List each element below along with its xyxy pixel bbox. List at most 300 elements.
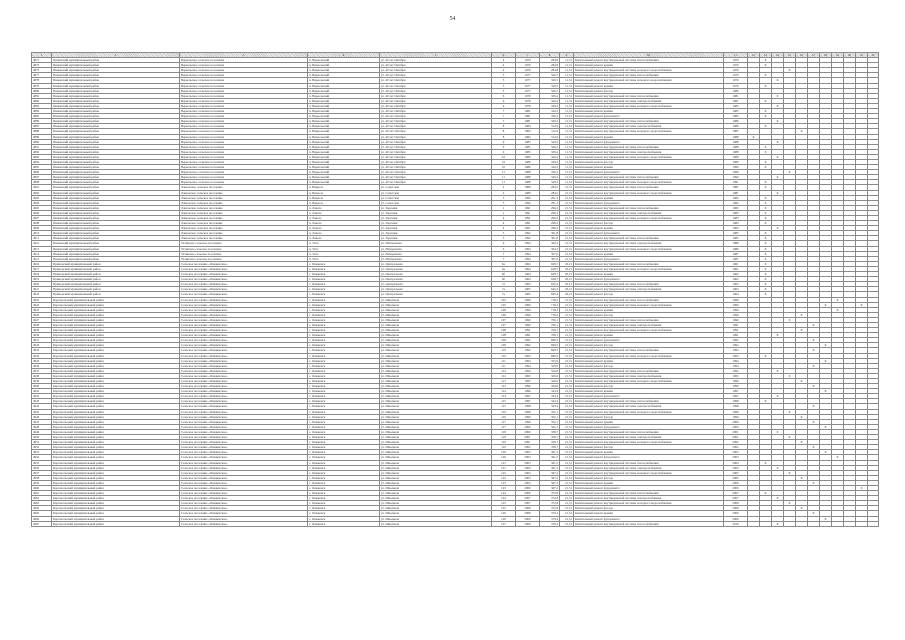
table-cell: ул. Школьная: [380, 440, 492, 445]
table-cell: Сельское поселение «Ошевенское»: [180, 440, 308, 445]
table-cell: 1985: [516, 144, 540, 149]
table-cell: 106: [492, 307, 516, 312]
table-cell: 7а: [492, 287, 516, 292]
x-mark-cell: X: [760, 180, 772, 185]
table-cell: Сельское поселение «Ошевенское»: [180, 389, 308, 394]
table-cell: 8: [492, 124, 516, 129]
table-cell: ул. Школьная: [380, 429, 492, 434]
table-cell: с. Ошевенск: [308, 287, 380, 292]
table-cell: 105: [492, 302, 516, 307]
table-cell: Пинежский муниципальный район: [52, 103, 180, 108]
table-cell: 1990: [516, 322, 540, 327]
table-cell: 11,31: [560, 134, 574, 139]
table-cell: 4952: [32, 445, 52, 450]
table-cell: 7: [492, 109, 516, 114]
table-cell: 1979: [724, 83, 748, 88]
table-cell: Каргопольский муниципальный район: [52, 379, 180, 384]
table-cell: 4954: [32, 455, 52, 460]
table-cell: 11,31: [560, 93, 574, 98]
table-cell: Пинежский муниципальный район: [52, 210, 180, 215]
table-cell: 4883: [32, 103, 52, 108]
table-cell: с. Ошевенск: [308, 414, 380, 419]
table-cell: ул. Школьная: [380, 343, 492, 348]
table-cell: 110: [492, 348, 516, 353]
table-cell: ул. Школьная: [380, 353, 492, 358]
table-cell: 2004: [724, 465, 748, 470]
table-cell: Капитальный ремонт внутридомовой системы холодного водоснабжения: [574, 103, 724, 108]
table-cell: Пинежский муниципальный район: [52, 231, 180, 236]
table-cell: Приморский муниципальный район: [52, 292, 180, 297]
table-cell: ул. 40 лет Октября: [380, 180, 492, 185]
table-cell: 304,3: [540, 241, 560, 246]
table-cell: Каргопольский муниципальный район: [52, 384, 180, 389]
table-cell: 7: [492, 251, 516, 256]
table-cell: 1993: [516, 241, 540, 246]
table-cell: 123: [492, 480, 516, 485]
table-cell: 1986: [724, 241, 748, 246]
table-cell: Капитальный ремонт внутридомовой системы теплоснабжения: [574, 491, 724, 496]
table-cell: 1995: [724, 373, 748, 378]
table-cell: Капитальный ремонт внутридомовой системы электроснабжения: [574, 435, 724, 440]
table-cell: ул. 40 лет Октября: [380, 159, 492, 164]
table-cell: Пинежский муниципальный район: [52, 139, 180, 144]
x-mark-cell: X: [808, 322, 820, 327]
table-cell: ул. Школьная: [380, 363, 492, 368]
table-cell: 718,2: [540, 312, 560, 317]
table-cell: 628,7: [540, 272, 560, 277]
table-cell: с. Ошевенск: [308, 333, 380, 338]
header-cell: 16: [796, 53, 808, 58]
table-cell: п. Веркольский: [308, 175, 380, 180]
table-cell: 1990: [516, 297, 540, 302]
table-cell: Капитальный ремонт внутридомовой системы холодного водоснабжения: [574, 190, 724, 195]
table-cell: Сельское поселение «Ошевенское»: [180, 455, 308, 460]
table-cell: Сельское поселение «Ошевенское»: [180, 419, 308, 424]
x-mark-cell: X: [772, 333, 784, 338]
table-cell: 21,31: [560, 343, 574, 348]
x-mark-cell: X: [760, 246, 772, 251]
table-cell: Каргопольский муниципальный район: [52, 491, 180, 496]
table-cell: Капитальный ремонт фундамента: [574, 170, 724, 175]
table-cell: ул. Школьная: [380, 297, 492, 302]
table-cell: 1998: [724, 399, 748, 404]
x-mark-cell: X: [760, 292, 772, 297]
table-cell: Каргопольский муниципальный район: [52, 414, 180, 419]
table-cell: 11,31: [560, 83, 574, 88]
table-cell: 4939: [32, 379, 52, 384]
table-cell: 1964: [516, 277, 540, 282]
table-cell: 1981: [724, 93, 748, 98]
table-cell: 358,7: [540, 429, 560, 434]
table-cell: ул. Советская: [380, 200, 492, 205]
table-cell: 21,31: [560, 480, 574, 485]
x-mark-cell: X: [760, 399, 772, 404]
table-cell: Пинежский муниципальный район: [52, 114, 180, 119]
table-cell: 21,31: [560, 226, 574, 231]
table-cell: 4961: [32, 491, 52, 496]
table-cell: Пинежский муниципальный район: [52, 226, 180, 231]
table-cell: 2000: [516, 429, 540, 434]
table-cell: ул. 40 лет Октября: [380, 129, 492, 134]
table-cell: 1981: [516, 109, 540, 114]
table-cell: 7а: [492, 292, 516, 297]
table-cell: ул. Заречная: [380, 210, 492, 215]
table-cell: Сельское поселение «Ошевенское»: [180, 373, 308, 378]
x-mark-cell: X: [808, 480, 820, 485]
table-cell: 1990: [516, 312, 540, 317]
table-cell: 291,3: [540, 195, 560, 200]
table-cell: п. Веркольский: [308, 109, 380, 114]
header-cell: 19: [832, 53, 844, 58]
table-cell: Приморский муниципальный район: [52, 277, 180, 282]
table-cell: Капитальный ремонт внутридомовой системы теплоснабжения: [574, 119, 724, 124]
table-cell: с. Ошевенск: [308, 470, 380, 475]
table-cell: 1994: [516, 251, 540, 256]
table-cell: 4945: [32, 409, 52, 414]
table-cell: с. Ошевенск: [308, 368, 380, 373]
table-cell: 21,31: [560, 440, 574, 445]
table-cell: 329,2: [540, 180, 560, 185]
table-cell: Каргопольский муниципальный район: [52, 373, 180, 378]
table-cell: ул. Заречная: [380, 221, 492, 226]
table-cell: 1990: [724, 175, 748, 180]
table-cell: 11,31: [560, 114, 574, 119]
table-cell: 2000: [516, 424, 540, 429]
table-cell: 108: [492, 333, 516, 338]
table-cell: 1998: [724, 404, 748, 409]
table-cell: Пинежский муниципальный район: [52, 98, 180, 103]
table-cell: 329,2: [540, 159, 560, 164]
table-cell: п. Ухта: [308, 251, 380, 256]
table-cell: ул. Школьная: [380, 358, 492, 363]
table-cell: 1990: [724, 307, 748, 312]
table-cell: Каргопольский муниципальный район: [52, 399, 180, 404]
table-cell: 21,31: [560, 210, 574, 215]
table-cell: 8: [492, 134, 516, 139]
table-cell: 2005: [724, 475, 748, 480]
table-cell: Капитальный ремонт внутридомовой системы теплоснабжения: [574, 185, 724, 190]
table-cell: 21,31: [560, 205, 574, 210]
table-cell: 2002: [724, 440, 748, 445]
table-cell: 329,2: [540, 139, 560, 144]
table-cell: 1993: [516, 246, 540, 251]
table-cell: Каргопольский муниципальный район: [52, 394, 180, 399]
table-cell: ул. Центральная: [380, 287, 492, 292]
table-cell: 122: [492, 470, 516, 475]
table-cell: 320,5: [540, 88, 560, 93]
table-cell: Сельское поселение «Ошевенское»: [180, 317, 308, 322]
table-cell: ул. Школьная: [380, 485, 492, 490]
table-cell: Сельское поселение «Ошевенское»: [180, 348, 308, 353]
x-mark-cell: X: [832, 297, 844, 302]
table-cell: Сельское поселение «Ошевенское»: [180, 358, 308, 363]
x-mark-cell: X: [796, 414, 808, 419]
table-cell: 312,6: [540, 129, 560, 134]
table-cell: Капитальный ремонт фундамента: [574, 231, 724, 236]
table-cell: 4884: [32, 109, 52, 114]
table-cell: 21,31: [560, 307, 574, 312]
table-cell: 1988: [516, 180, 540, 185]
table-cell: п. Лавела: [308, 221, 380, 226]
table-cell: ул. 40 лет Октября: [380, 114, 492, 119]
table-cell: 4882: [32, 98, 52, 103]
table-cell: ул. 40 лет Октября: [380, 103, 492, 108]
table-cell: 1977: [516, 78, 540, 83]
header-cell: 8: [540, 53, 560, 58]
table-cell: Каргопольский муниципальный район: [52, 348, 180, 353]
table-cell: п. Лавела: [308, 216, 380, 221]
table-cell: 4887: [32, 124, 52, 129]
table-cell: 112: [492, 368, 516, 373]
table-cell: 4946: [32, 414, 52, 419]
table-cell: 21,31: [560, 221, 574, 226]
table-cell: 329,2: [540, 98, 560, 103]
table-cell: Капитальный ремонт крыши: [574, 226, 724, 231]
table-cell: 8: [492, 129, 516, 134]
table-cell: ул. Школьная: [380, 384, 492, 389]
table-cell: Пинежский муниципальный район: [52, 256, 180, 261]
table-cell: Веркольское сельское поселение: [180, 109, 308, 114]
table-cell: 118: [492, 429, 516, 434]
table-cell: 1992: [516, 348, 540, 353]
table-cell: 1990: [724, 312, 748, 317]
table-cell: 4897: [32, 175, 52, 180]
table-cell: 11,31: [560, 144, 574, 149]
table-cell: 4944: [32, 404, 52, 409]
table-cell: Сельское поселение «Ошевенское»: [180, 424, 308, 429]
table-cell: 4: [492, 216, 516, 221]
table-cell: п. Веркольский: [308, 63, 380, 68]
table-cell: ул. Советская: [380, 190, 492, 195]
table-cell: 367,2: [540, 485, 560, 490]
table-cell: ул. 40 лет Октября: [380, 119, 492, 124]
table-cell: ул. Школьная: [380, 455, 492, 460]
table-cell: Веркольское сельское поселение: [180, 119, 308, 124]
table-cell: 1982: [724, 195, 748, 200]
table-cell: Каргопольский муниципальный район: [52, 496, 180, 501]
x-mark-cell: X: [760, 261, 772, 266]
header-cell: 21: [856, 53, 868, 58]
table-cell: 11: [492, 175, 516, 180]
table-cell: 2007: [724, 491, 748, 496]
table-cell: Пинежский муниципальный район: [52, 246, 180, 251]
table-cell: 1986: [724, 119, 748, 124]
table-cell: Сельское поселение «Ошевенское»: [180, 363, 308, 368]
table-cell: 2008: [516, 506, 540, 511]
table-cell: 115: [492, 399, 516, 404]
table-cell: 21,31: [560, 455, 574, 460]
table-cell: Капитальный ремонт внутридомовой системы электроснабжения: [574, 287, 724, 292]
table-cell: 1985: [724, 231, 748, 236]
table-cell: Каргопольский муниципальный район: [52, 429, 180, 434]
table-cell: 1980: [724, 88, 748, 93]
table-cell: 11,31: [560, 103, 574, 108]
table-cell: ул. 40 лет Октября: [380, 139, 492, 144]
table-cell: 21,31: [560, 317, 574, 322]
table-cell: п. Веркольский: [308, 149, 380, 154]
table-cell: 329,2: [540, 114, 560, 119]
table-cell: Каргопольский муниципальный район: [52, 485, 180, 490]
table-cell: Капитальный ремонт фасада: [574, 363, 724, 368]
table-cell: Капитальный ремонт внутридомовой системы холодного водоснабжения: [574, 180, 724, 185]
table-cell: 20,21: [560, 272, 574, 277]
table-cell: 379,4: [540, 516, 560, 521]
table-cell: 125: [492, 501, 516, 506]
table-cell: 706,1: [540, 322, 560, 327]
x-mark-cell: X: [760, 353, 772, 358]
table-cell: Каргопольский муниципальный район: [52, 409, 180, 414]
table-cell: 1994: [516, 368, 540, 373]
table-cell: 1981: [516, 114, 540, 119]
table-cell: Приморский муниципальный район: [52, 272, 180, 277]
table-cell: Лавельское сельское поселение: [180, 236, 308, 241]
table-cell: Пинежский муниципальный район: [52, 58, 180, 63]
table-cell: 1979: [724, 63, 748, 68]
table-cell: 21,31: [560, 353, 574, 358]
table-cell: с. Ошевенск: [308, 404, 380, 409]
table-cell: 1979: [516, 58, 540, 63]
table-cell: Каргопольский муниципальный район: [52, 338, 180, 343]
table-cell: 2000: [724, 424, 748, 429]
table-cell: Капитальный ремонт фундамента: [574, 516, 724, 521]
table-cell: 1984: [516, 134, 540, 139]
table-cell: [748, 521, 760, 526]
table-cell: Капитальный ремонт внутридомовой системы холодного водоснабжения: [574, 68, 724, 73]
table-cell: 7а: [492, 282, 516, 287]
table-cell: Каргопольский муниципальный район: [52, 424, 180, 429]
table-cell: Капитальный ремонт фасада: [574, 475, 724, 480]
table-cell: 1983: [724, 210, 748, 215]
table-cell: ул. Центральная: [380, 266, 492, 271]
table-cell: Капитальный ремонт внутридомовой системы электроснабжения: [574, 98, 724, 103]
table-cell: Капитальный ремонт внутридомовой системы теплоснабжения: [574, 261, 724, 266]
table-cell: 4904: [32, 200, 52, 205]
table-cell: Сельское поселение «Ошевенское»: [180, 292, 308, 297]
table-cell: 1988: [516, 170, 540, 175]
table-cell: с. Ошевенск: [308, 475, 380, 480]
table-cell: 1999: [724, 409, 748, 414]
table-cell: 105: [492, 297, 516, 302]
table-cell: 1991: [516, 226, 540, 231]
table-cell: Капитальный ремонт внутридомовой системы электроснабжения: [574, 373, 724, 378]
table-cell: 2001: [724, 429, 748, 434]
x-mark-cell: X: [820, 358, 832, 363]
table-cell: ул. 40 лет Октября: [380, 109, 492, 114]
table-cell: 343,4: [540, 399, 560, 404]
table-cell: 329,2: [540, 175, 560, 180]
table-cell: Приморский муниципальный район: [52, 261, 180, 266]
table-cell: ул. Школьная: [380, 435, 492, 440]
table-cell: Капитальный ремонт крыши: [574, 83, 724, 88]
table-cell: 1996: [516, 384, 540, 389]
x-mark-cell: X: [796, 506, 808, 511]
table-cell: п. Веркольский: [308, 83, 380, 88]
table-cell: ул. 40 лет Октября: [380, 58, 492, 63]
table-cell: 372,8: [540, 491, 560, 496]
x-mark-cell: X: [772, 394, 784, 399]
table-cell: Сельское поселение «Ошевенское»: [180, 328, 308, 333]
table-cell: 3: [492, 195, 516, 200]
x-mark-cell: X: [760, 58, 772, 63]
table-cell: 1979: [724, 78, 748, 83]
table-cell: ул. 40 лет Октября: [380, 124, 492, 129]
table-cell: 4966: [32, 516, 52, 521]
table-cell: Капитальный ремонт внутридомовой системы теплоснабжения: [574, 73, 724, 78]
table-cell: с. Ошевенск: [308, 516, 380, 521]
table-cell: 4931: [32, 338, 52, 343]
table-cell: Веркольское сельское поселение: [180, 63, 308, 68]
table-cell: Капитальный ремонт фундамента: [574, 114, 724, 119]
table-cell: Приморский муниципальный район: [52, 282, 180, 287]
table-cell: Сельское поселение «Ошевенское»: [180, 343, 308, 348]
table-cell: ул. 40 лет Октября: [380, 98, 492, 103]
table-cell: 1993: [724, 353, 748, 358]
table-cell: 2005: [724, 470, 748, 475]
table-cell: 4912: [32, 241, 52, 246]
table-cell: Пинежский муниципальный район: [52, 165, 180, 170]
table-cell: Лавельское сельское поселение: [180, 226, 308, 231]
x-mark-cell: X: [832, 455, 844, 460]
table-cell: 116: [492, 409, 516, 414]
table-cell: 6а: [492, 261, 516, 266]
table-cell: 2001: [516, 440, 540, 445]
table-cell: 21,31: [560, 358, 574, 363]
table-cell: ул. Школьная: [380, 368, 492, 373]
table-cell: 320,5: [540, 73, 560, 78]
table-cell: 1981: [516, 119, 540, 124]
table-cell: 1988: [724, 144, 748, 149]
table-cell: ул. 40 лет Октября: [380, 63, 492, 68]
table-cell: 4885: [32, 114, 52, 119]
x-mark-cell: X: [808, 348, 820, 353]
table-cell: Капитальный ремонт внутридомовой системы теплоснабжения: [574, 144, 724, 149]
table-cell: Пинежский муниципальный район: [52, 88, 180, 93]
table-cell: Сельское поселение «Ошевенское»: [180, 384, 308, 389]
x-mark-cell: X: [760, 256, 772, 261]
table-cell: 1990: [516, 302, 540, 307]
table-cell: с. Ошевенск: [308, 307, 380, 312]
table-cell: 301,8: [540, 231, 560, 236]
table-cell: 107: [492, 322, 516, 327]
table-cell: 4878: [32, 78, 52, 83]
x-mark-cell: X: [772, 139, 784, 144]
table-cell: Лавельское сельское поселение: [180, 190, 308, 195]
table-cell: 4928: [32, 322, 52, 327]
table-cell: 21,31: [560, 333, 574, 338]
table-cell: Капитальный ремонт внутридомовой системы холодного водоснабжения: [574, 409, 724, 414]
table-cell: Сельское поселение «Ошевенское»: [180, 297, 308, 302]
table-cell: 4888: [32, 129, 52, 134]
x-mark-cell: X: [772, 103, 784, 108]
table-cell: Веркольское сельское поселение: [180, 144, 308, 149]
table-cell: ул. Советская: [380, 185, 492, 190]
table-cell: 706,1: [540, 333, 560, 338]
table-cell: 1993: [724, 348, 748, 353]
table-cell: Сельское поселение «Ошевенское»: [180, 496, 308, 501]
table-cell: Капитальный ремонт фундамента: [574, 424, 724, 429]
table-cell: 1991: [724, 180, 748, 185]
x-mark-cell: X: [760, 185, 772, 190]
table-cell: 1: [492, 210, 516, 215]
table-cell: 1990: [724, 297, 748, 302]
table-cell: Капитальный ремонт внутридомовой системы холодного водоснабжения: [574, 216, 724, 221]
x-mark-cell: X: [760, 63, 772, 68]
table-cell: с. Ошевенск: [308, 491, 380, 496]
table-cell: 2004: [516, 465, 540, 470]
table-cell: ул. Школьная: [380, 419, 492, 424]
table-cell: 1990: [724, 302, 748, 307]
table-cell: 699,5: [540, 343, 560, 348]
